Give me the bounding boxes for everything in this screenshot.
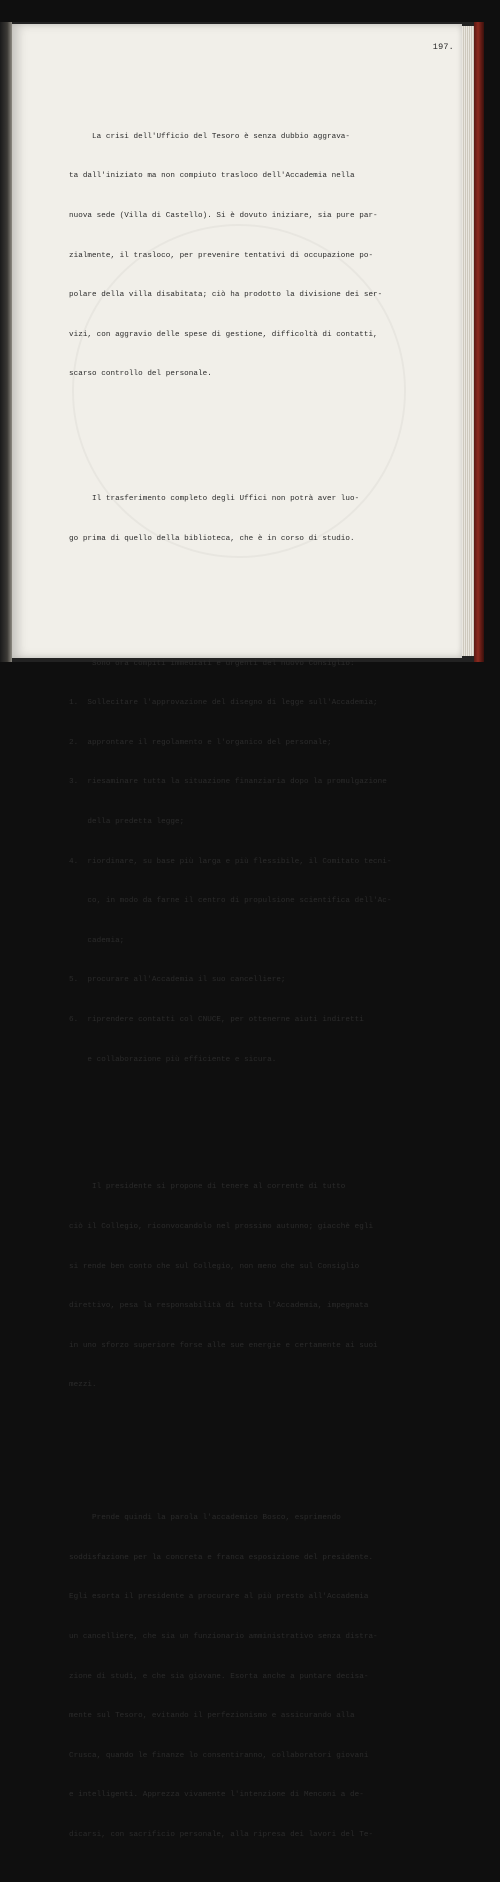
- text-line: Il presidente si propone di tenere al corrente di tutto: [69, 1183, 346, 1192]
- text-line: vizi, con aggravio delle spese di gestione, difficoltà di contatti,: [69, 330, 378, 339]
- list-item: 3. riesaminare tutta la situazione finanziaria dopo la promulgazione: [69, 778, 387, 787]
- text-line: Sono ora compiti immediati e urgenti del nuovo Consiglio:: [69, 659, 355, 668]
- list-item: cademia;: [69, 936, 125, 945]
- book-spine-edge: [0, 22, 12, 662]
- list-item: 6. riprendere contatti col CNUCE, per ottenerne aiuti indiretti: [69, 1015, 364, 1024]
- text-line: soddisfazione per la concreta e franca esposizione del presidente.: [69, 1553, 374, 1562]
- text-line: mezzi.: [69, 1381, 97, 1390]
- list-item: 4. riordinare, su base più larga e più flessibile, il Comitato tecni-: [69, 857, 392, 866]
- text-line: e intelligenti. Apprezza vivamente l'intenzione di Menconi a de-: [69, 1791, 364, 1800]
- document-text: [69, 78, 409, 1882]
- paragraph-compiti-list: [69, 631, 409, 1093]
- list-item: 5. procurare all'Accademia il suo cancelliere;: [69, 976, 286, 985]
- paragraph-crisi: [69, 104, 409, 408]
- text-line: zialmente, il trasloco, per prevenire tentativi di occupazione po-: [69, 251, 374, 260]
- text-line: scarso controllo del personale.: [69, 370, 212, 379]
- text-line: ta dall'iniziato ma non compiuto trasloco dell'Accademia nella: [69, 172, 355, 181]
- text-line: Il trasferimento completo degli Uffici non potrà aver luo-: [69, 495, 360, 504]
- page-stack-edges: [462, 26, 474, 656]
- text-line: dicarsi, con sacrificio personale, alla ripresa dei lavori del Te-: [69, 1830, 374, 1839]
- text-line: un cancelliere, che sia un funzionario amministrativo senza distra-: [69, 1632, 378, 1641]
- text-line: mente sul Tesoro, evitando il perfezionismo e assicurando alla: [69, 1712, 355, 1721]
- text-line: in uno sforzo superiore forse alle sue energie e certamente ai suoi: [69, 1341, 378, 1350]
- text-line: Crusca, quando le finanze lo consentiranno, collaboratori giovani: [69, 1751, 369, 1760]
- text-line: polare della villa disabitata; ciò ha prodotto la divisione dei ser-: [69, 291, 383, 300]
- text-line: Prende quindi la parola l'accademico Bosco, esprimendo: [69, 1514, 341, 1523]
- text-line: Egli esorta il presidente a procurare al più presto all'Accademia: [69, 1593, 369, 1602]
- book-cover-edge: [474, 22, 484, 662]
- text-line: si rende ben conto che sul Collegio, non meno che sul Consiglio: [69, 1262, 360, 1271]
- text-line: direttivo, pesa la responsabilità di tutta l'Accademia, impegnata: [69, 1302, 369, 1311]
- text-line: ciò il Collegio, riconvocandolo nel prossimo autunno; giacchè egli: [69, 1222, 374, 1231]
- list-item: 2. approntare il regolamento e l'organico del personale;: [69, 738, 332, 747]
- paragraph-presidente: [69, 1155, 409, 1419]
- text-line: La crisi dell'Ufficio del Tesoro è senza dubbio aggrava-: [69, 132, 351, 141]
- page-number: 197.: [432, 42, 454, 52]
- text-line: go prima di quello della biblioteca, che è in corso di studio.: [69, 534, 355, 543]
- text-line: zione di studi, e che sia giovane. Esorta anche a puntare decisa-: [69, 1672, 369, 1681]
- paragraph-trasferimento: [69, 467, 409, 573]
- list-item: 1. Sollecitare l'approvazione del disegno di legge sull'Accademia;: [69, 699, 378, 708]
- list-item: co, in modo da farne il centro di propulsione scientifica dell'Ac-: [69, 897, 392, 906]
- list-item: e collaborazione più efficiente e sicura.: [69, 1055, 277, 1064]
- paragraph-bosco: [69, 1486, 409, 1869]
- list-item: della predetta legge;: [69, 817, 185, 826]
- text-line: nuova sede (Villa di Castello). Si è dovuto iniziare, sia pure par-: [69, 212, 378, 220]
